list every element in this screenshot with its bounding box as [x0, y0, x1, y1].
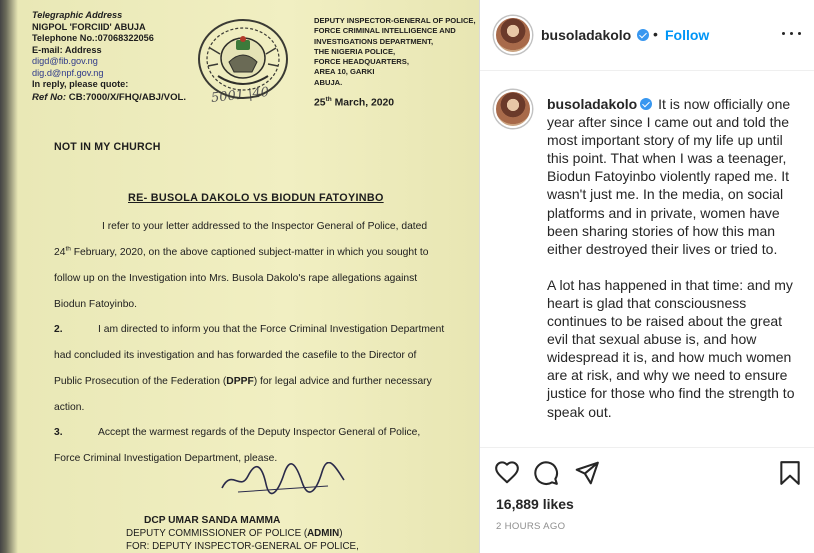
address-line: DEPUTY INSPECTOR-GENERAL OF POLICE, [314, 16, 476, 25]
letter-paragraph-2 [54, 317, 446, 421]
ref-label: Ref No: [32, 92, 67, 103]
ref-number: CB:7000/X/FHQ/ABJ/VOL. [68, 92, 187, 103]
signatory-for: FOR: DEPUTY INSPECTOR-GENERAL OF POLICE, [126, 541, 359, 552]
post-header [480, 0, 814, 71]
caption-username[interactable]: busoladakolo [547, 96, 638, 112]
letter-date [314, 96, 394, 108]
telephone-line: Telephone No.:07068322056 [32, 33, 154, 43]
caption-avatar[interactable] [494, 90, 532, 128]
date-rest: March, 2020 [334, 97, 395, 109]
letter-paragraph-1 [54, 214, 446, 318]
header-username[interactable]: busoladakolo [541, 27, 632, 43]
post-side-panel [480, 0, 814, 553]
signatory-title-after: ) [339, 528, 343, 539]
p2-after: ) for legal advice and further necessary action. [54, 376, 432, 413]
p1-after: February, 2020, on the above captioned subject-matter in which you sought to follow up on the Investigation into Mrs. Busola Dakolo's rape allegations against Biodun Fatoyinbo. [54, 247, 429, 310]
handwritten-ref: 5001 |40 [210, 85, 270, 106]
p2-bold: DPPF [226, 376, 254, 387]
address-line: AREA 10, GARKI [314, 67, 375, 77]
verified-badge-icon [640, 98, 652, 110]
caption-paragraph-1 [547, 95, 801, 258]
bookmark-icon[interactable] [777, 460, 803, 486]
address-line: FORCE CRIMINAL INTELLIGENCE AND [314, 26, 456, 36]
p1-before: I refer to your letter addressed to the Inspector General of Police, dated 24 [54, 221, 428, 258]
caption-area [480, 71, 814, 447]
signatory-title [126, 527, 386, 540]
police-crest-seal-icon [196, 18, 290, 100]
p2-before: I am directed to inform you that the Force Criminal Investigation Department had concluded its investigation and has forwarded the casefile to the Director of Public Prosecution of the Federation ( [54, 324, 445, 387]
p1-sup: th [65, 245, 71, 253]
address-line: FORCE HEADQUARTERS, [314, 57, 409, 66]
nigpol-line: NIGPOL 'FORCIID' ABUJA [32, 21, 146, 32]
caption-paragraph-2: A lot has happened in that time: and my heart is glad that consciousness continues to be raised about the great evil that sexual abuse is, and how widespread it is, and how much women are at risk, and why we need to ensure justice for those who find the strength to speak out. [547, 276, 795, 420]
header-separator: • [653, 26, 658, 42]
verified-badge-icon [637, 29, 649, 41]
address-line: INVESTIGATIONS DEPARTMENT, [314, 36, 434, 46]
salutation: NOT IN MY CHURCH [54, 141, 161, 153]
comment-bubble-icon[interactable] [533, 460, 559, 486]
date-day: 25 [314, 97, 326, 109]
address-line: ABUJA. [314, 77, 343, 87]
address-line: THE NIGERIA POLICE, [314, 46, 396, 56]
reference-line [32, 92, 186, 104]
email-label: E-mail: Address [32, 44, 102, 55]
date-suffix: th [325, 96, 332, 103]
signatory-name: DCP UMAR SANDA MAMMA [144, 515, 281, 526]
post-timestamp[interactable]: 2 HOURS AGO [496, 521, 566, 532]
more-options-icon[interactable] [780, 24, 804, 44]
signatory-title-before: DEPUTY COMMISSIONER OF POLICE ( [126, 528, 308, 539]
signatory-title-bold: ADMIN [307, 528, 340, 539]
likes-count[interactable]: 16,889 likes [496, 496, 574, 512]
avatar[interactable] [494, 16, 532, 54]
email-line-1: digd@fib.gov.ng [32, 56, 98, 66]
department-address-block [314, 16, 480, 88]
telegraphic-address-label: Telegraphic Address [32, 10, 123, 20]
police-letter [18, 0, 479, 553]
reply-note: In reply, please quote: [32, 79, 129, 89]
caption-text [547, 95, 801, 421]
signatory-block [126, 514, 386, 553]
p3-number: 3. [54, 427, 63, 438]
p2-number: 2. [54, 324, 63, 335]
caption-body-1: It is now officially one year after since I came out and told the most important story of my life up until this point. That when I was a teenager, Biodun Fatoyinbo violently raped me. It wasn't just me. In the media, on social platforms and in private, women have been sharing stories of how this man either destroyed their lives or tried to. [547, 96, 791, 257]
heart-icon[interactable] [494, 460, 520, 486]
letter-subject: RE- BUSOLA DAKOLO VS BIODUN FATOYINBO [128, 192, 384, 204]
p3-text: Accept the warmest regards of the Deputy Inspector General of Police, Force Criminal Investigation Department, please. [54, 427, 421, 464]
action-bar [480, 447, 814, 553]
paper-plane-icon[interactable] [574, 460, 600, 486]
follow-button[interactable]: Follow [665, 27, 710, 43]
email-line-2: dig.d@npf.gov.ng [32, 67, 104, 78]
handwritten-signature-icon [218, 462, 348, 498]
